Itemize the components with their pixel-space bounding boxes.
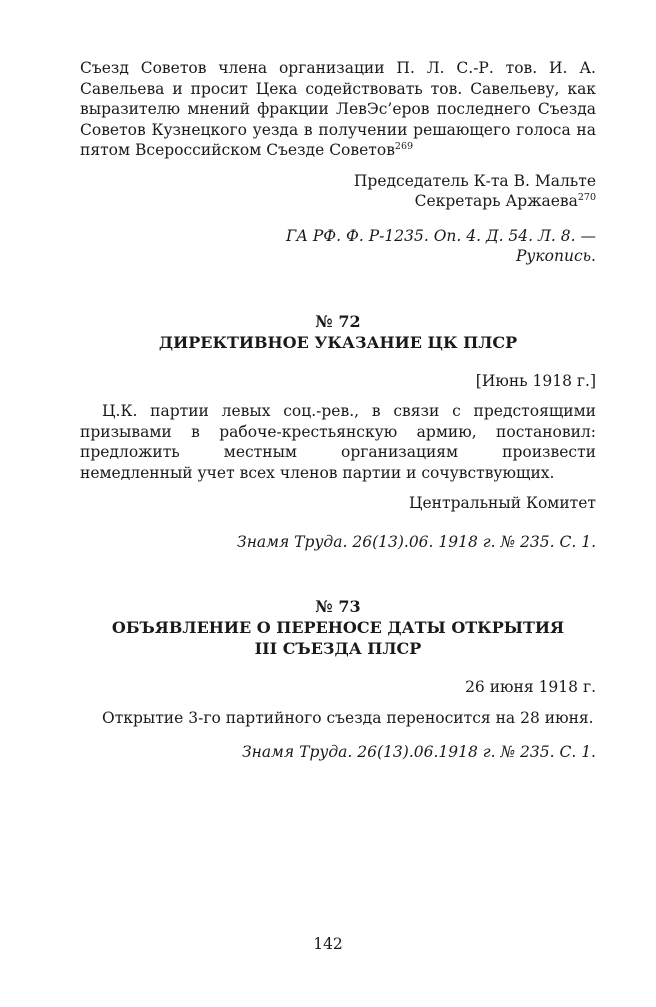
intro-text: Съезд Советов члена организации П. Л. С.-Р. тов. И. А. Савельева и просит Цека содействовать тов. Савельеву, как выразителю мнений фракции ЛевЭс’еров последнего Съезда Советов Кузнецкого уезда в получении решающего голоса на пятом Всероссийском Съезде Советов (80, 59, 596, 159)
doc73-number: № 73 (315, 597, 361, 616)
doc73-title-line2: III СЪЕЗДА ПЛСР (254, 639, 422, 658)
doc72-date: [Июнь 1918 г.] (475, 371, 596, 390)
doc72-body: Ц.К. партии левых соц.-рев., в связи с предстоящими призывами в рабоче-крестьянскую армию, постановил: предложить местным организациям произвести немедленный учет всех членов партии и сочувствующих. (80, 402, 596, 482)
signature-secretary: Секретарь Аржаева (414, 192, 578, 210)
signature-chair: Председатель К-та В. Мальте (353, 171, 596, 190)
footnote-ref-270: 270 (577, 191, 596, 203)
doc72-title: ДИРЕКТИВНОЕ УКАЗАНИЕ ЦК ПЛСР (158, 332, 518, 352)
doc73-source: Знамя Труда. 26(13).06.1918 г. № 235. С. 1. (241, 743, 596, 761)
page-content (80, 58, 596, 763)
intro-source-line2: Рукопись. (515, 247, 596, 265)
signature-secretary-line (80, 191, 596, 212)
doc72-signature: Центральный Комитет (408, 494, 596, 512)
intro-paragraph (80, 58, 596, 161)
intro-source-line1: ГА РФ. Ф. Р-1235. Оп. 4. Д. 54. Л. 8. — (285, 226, 596, 245)
doc73-body: Открытие 3-го партийного съезда переносится на 28 июня. (102, 708, 594, 727)
footnote-ref-269: 269 (394, 140, 414, 152)
doc73-date: 26 июня 1918 г. (465, 678, 596, 696)
page-number: 142 (313, 935, 343, 953)
doc72-source: Знамя Труда. 26(13).06. 1918 г. № 235. С. 1. (237, 532, 596, 551)
doc73-title-line1: ОБЪЯВЛЕНИЕ О ПЕРЕНОСЕ ДАТЫ ОТКРЫТИЯ (111, 618, 565, 637)
doc72-number: № 72 (315, 311, 361, 331)
